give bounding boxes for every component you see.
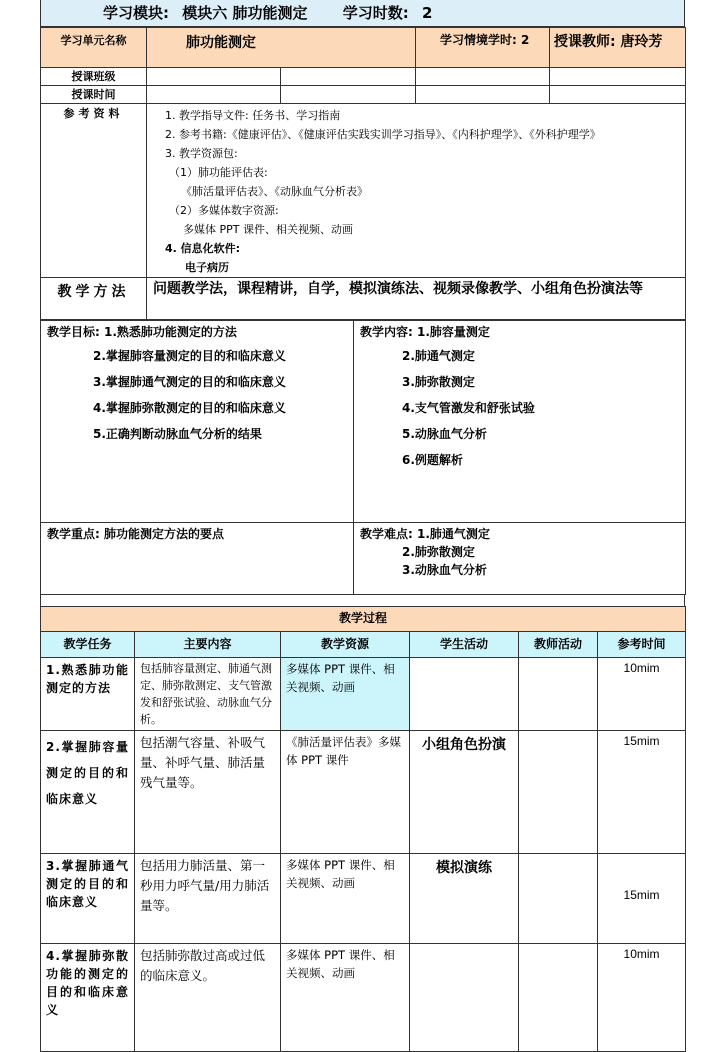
time-cell-2[interactable] (281, 86, 416, 104)
references-label-text: 参考资料 (63, 107, 124, 120)
row1-time: 10mim (598, 658, 686, 731)
methods-value: 问题教学法，课程精讲，自学，模拟演练法、视频录像教学、小组角色扮演法等 (147, 278, 686, 320)
row3-content: 包括用力肺活量、第一秒用力呼气量/用力肺活量等。 (135, 854, 281, 944)
ref-line-3: 3. 教学资源包: (165, 147, 238, 160)
ref-line-2: 2. 参考书籍:《健康评估》、《健康评估实践实训学习指导》、《内科护理学》、《外科护理学》 (165, 128, 601, 141)
objectives-cell (41, 321, 354, 523)
table-row (41, 731, 686, 854)
row4-resource: 多媒体 PPT 课件、相关视频、动画 (281, 944, 410, 1052)
row4-teacher (519, 944, 598, 1052)
row1-content: 包括肺容量测定、肺通气测定、肺弥散测定、支气管激发和舒张试验、动脉血气分析。 (135, 658, 281, 731)
process-title: 教学过程 (41, 607, 686, 632)
lesson-plan (40, 0, 685, 1052)
col-header-teacher: 教师活动 (519, 632, 598, 658)
spacer-cell (41, 595, 685, 606)
objective-3: 3.掌握肺通气测定的目的和临床意义 (93, 375, 286, 389)
ref-line-8: 4. 信息化软件: (165, 242, 241, 255)
class-cell-2[interactable] (281, 68, 416, 86)
objectives-table (40, 320, 686, 595)
row3-time: 15mim (598, 854, 686, 944)
ref-line-5: 《肺活量评估表》、《动脉血气分析表》 (181, 185, 368, 198)
objective-1: 教学目标: 1.熟悉肺功能测定的方法 (47, 325, 237, 339)
module-value: 模块六 肺功能测定 (182, 4, 308, 22)
ref-line-1: 1. 教学指导文件: 任务书、学习指南 (165, 109, 341, 122)
methods-label-text: 教学方法 (57, 284, 130, 300)
content-5: 5.动脉血气分析 (402, 427, 487, 441)
col-header-task: 教学任务 (41, 632, 135, 658)
key-points: 教学重点: 肺功能测定方法的要点 (47, 527, 224, 541)
class-cell-4[interactable] (550, 68, 686, 86)
module-label: 学习模块: (103, 4, 169, 22)
row3-teacher (519, 854, 598, 944)
ref-line-7: 多媒体 PPT 课件、相关视频、动画 (183, 223, 353, 236)
row4-task: 4.掌握肺弥散功能的测定的目的和临床意义 (41, 944, 135, 1052)
class-cell-3[interactable] (416, 68, 550, 86)
situation-hours: 学习情境学时: 2 (416, 28, 550, 68)
key-points-cell (41, 523, 354, 595)
time-cell-4[interactable] (550, 86, 686, 104)
info-table (40, 27, 686, 320)
hours-label: 学习时数: (342, 4, 409, 22)
unit-name-text: 肺功能测定 (186, 35, 256, 51)
row4-time: 10mim (598, 944, 686, 1052)
difficulty-1: 教学难点: 1.肺通气测定 (360, 527, 490, 541)
difficulty-3: 3.动脉血气分析 (402, 563, 487, 577)
class-cell-1[interactable] (147, 68, 281, 86)
references-label (41, 104, 147, 278)
row1-teacher (519, 658, 598, 731)
teacher: 授课教师: 唐玲芳 (550, 28, 686, 68)
module-banner (40, 0, 685, 27)
row3-student: 模拟演练 (410, 854, 519, 944)
hours-value: 2 (421, 4, 433, 22)
objective-5: 5.正确判断动脉血气分析的结果 (93, 427, 262, 441)
content-6: 6.例题解析 (402, 453, 463, 467)
class-label: 授课班级 (41, 68, 147, 86)
methods-label (41, 278, 147, 320)
ref-line-4: （1）肺功能评估表: (169, 166, 268, 179)
unit-name-label: 学习单元名称 (41, 28, 147, 68)
content-1: 教学内容: 1.肺容量测定 (360, 325, 490, 339)
row4-student (410, 944, 519, 1052)
content-cell (354, 321, 686, 523)
col-header-content: 主要内容 (135, 632, 281, 658)
spacer-table (40, 595, 685, 606)
time-cell-3[interactable] (416, 86, 550, 104)
row2-content: 包括潮气容量、补吸气量、补呼气量、肺活量残气量等。 (135, 731, 281, 854)
row2-teacher (519, 731, 598, 854)
table-row (41, 854, 686, 944)
process-table (40, 606, 686, 1052)
row4-content: 包括肺弥散过高或过低的临床意义。 (135, 944, 281, 1052)
objective-2: 2.掌握肺容量测定的目的和临床意义 (93, 349, 286, 363)
row3-resource: 多媒体 PPT 课件、相关视频、动画 (281, 854, 410, 944)
ref-line-6: （2）多媒体数字资源: (169, 204, 279, 217)
objective-4: 4.掌握肺弥散测定的目的和临床意义 (93, 401, 286, 415)
difficulty-2: 2.肺弥散测定 (402, 545, 475, 559)
time-cell-1[interactable] (147, 86, 281, 104)
row1-resource: 多媒体 PPT 课件、相关视频、动画 (281, 658, 410, 731)
col-header-student: 学生活动 (410, 632, 519, 658)
references-content (147, 104, 686, 278)
row1-task: 1.熟悉肺功能测定的方法 (41, 658, 135, 731)
row1-student (410, 658, 519, 731)
ref-line-9: 电子病历 (185, 261, 229, 274)
content-4: 4.支气管激发和舒张试验 (402, 401, 535, 415)
table-row (41, 658, 686, 731)
row2-resource: 《肺活量评估表》多媒体 PPT 课件 (281, 731, 410, 854)
row2-student: 小组角色扮演 (410, 731, 519, 854)
time-label: 授课时间 (41, 86, 147, 104)
col-header-time: 参考时间 (598, 632, 686, 658)
row2-time: 15mim (598, 731, 686, 854)
content-3: 3.肺弥散测定 (402, 375, 475, 389)
table-row (41, 944, 686, 1052)
row2-task: 2.掌握肺容量测定的目的和临床意义 (41, 731, 135, 854)
col-header-resource: 教学资源 (281, 632, 410, 658)
row3-task: 3.掌握肺通气测定的目的和临床意义 (41, 854, 135, 944)
unit-name-value (147, 28, 416, 68)
content-2: 2.肺通气测定 (402, 349, 475, 363)
difficulties-cell (354, 523, 686, 595)
